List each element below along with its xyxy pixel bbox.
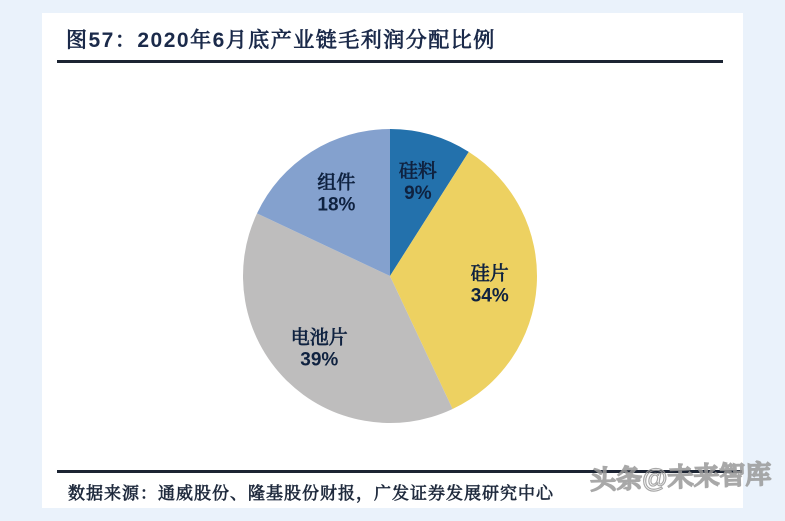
figure-title: 图57：2020年6月底产业链毛利润分配比例 (66, 29, 496, 52)
title-divider (57, 60, 723, 63)
figure-card (42, 13, 772, 508)
slice-label-1: 硅片 34% (470, 263, 509, 307)
slice-label-0: 硅料 9% (398, 161, 437, 205)
data-source: 数据来源：通威股份、隆基股份财报，广发证券发展研究中心 (68, 484, 554, 503)
slice-label-3: 组件 18% (317, 172, 356, 216)
pie-chart-svg (240, 126, 540, 426)
watermark: 头条@未来智库 (589, 458, 772, 496)
slice-label-2: 电池片 39% (290, 327, 348, 371)
pie-chart (240, 126, 540, 426)
